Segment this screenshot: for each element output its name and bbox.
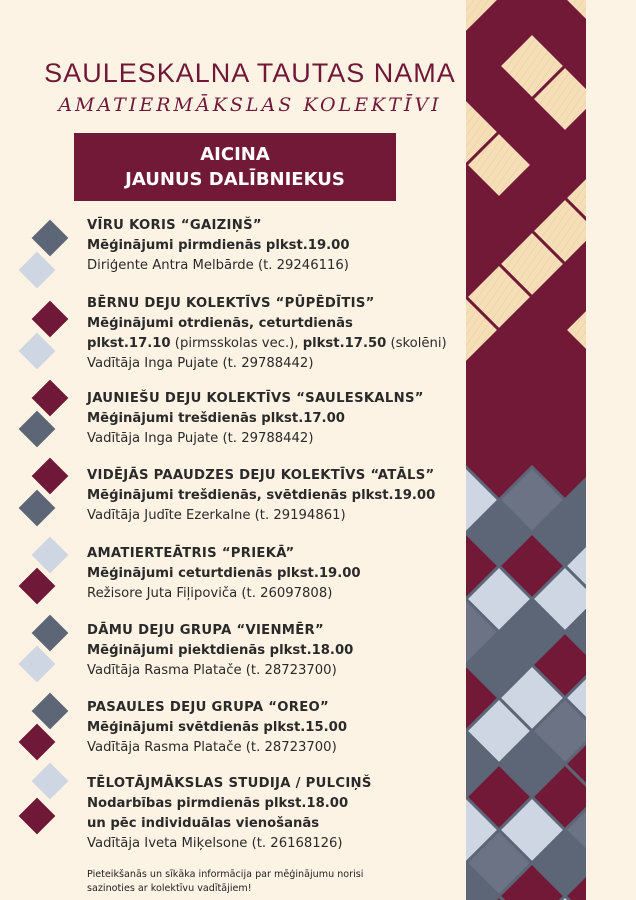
decorative-pattern bbox=[466, 0, 586, 900]
banner-line-2: JAUNUS DALĪBNIEKUS bbox=[125, 169, 345, 190]
group-schedule: Nodarbības pirmdienās plkst.18.00 bbox=[87, 796, 349, 811]
group-schedule: Mēģinājumi otrdienās, ceturtdienās bbox=[87, 316, 353, 331]
group-name: AMATIERTEĀTRIS “PRIEKĀ” bbox=[87, 546, 295, 561]
group-contact: Vadītāja Iveta Miķelsone (t. 26168126) bbox=[87, 836, 343, 851]
footer-note bbox=[87, 868, 363, 896]
list-item bbox=[87, 698, 467, 758]
group-schedule-times bbox=[87, 334, 467, 354]
group-contact: Diriģente Antra Melbārde (t. 29246116) bbox=[87, 258, 349, 273]
group-contact: Vadītāja Judīte Ezerkalne (t. 29194861) bbox=[87, 508, 346, 523]
group-schedule: Mēģinājumi pirmdienās plkst.19.00 bbox=[87, 238, 350, 253]
group-contact: Vadītāja Inga Pujate (t. 29788442) bbox=[87, 356, 314, 371]
page-subtitle: AMATIERMĀKSLAS KOLEKTĪVI bbox=[58, 94, 442, 116]
page-title: SAULESKALNA TAUTAS NAMA bbox=[44, 58, 456, 88]
group-schedule: Mēģinājumi svētdienās plkst.15.00 bbox=[87, 720, 348, 735]
diamond-icon bbox=[32, 763, 69, 800]
banner-line-1: AICINA bbox=[200, 144, 270, 165]
group-name: VĪRU KORIS “GAIZIŅŠ” bbox=[87, 218, 262, 233]
diamond-icon bbox=[19, 490, 56, 527]
list-item bbox=[87, 544, 467, 604]
group-name: TĒLOTĀJMĀKSLAS STUDIJA / PULCIŅŠ bbox=[87, 776, 372, 791]
time-preschool-note: (pirmsskolas vec.), bbox=[170, 336, 303, 351]
group-schedule: Mēģinājumi piektdienās plkst.18.00 bbox=[87, 643, 354, 658]
group-name: PASAULES DEJU GRUPA “OREO” bbox=[87, 700, 329, 715]
group-contact: Vadītāja Inga Pujate (t. 29788442) bbox=[87, 431, 314, 446]
diamond-icon bbox=[19, 333, 56, 370]
list-item bbox=[87, 294, 467, 374]
time-pupils-note: (skolēni) bbox=[386, 336, 447, 351]
list-item bbox=[87, 466, 467, 526]
group-name: DĀMU DEJU GRUPA “VIENMĒR” bbox=[87, 623, 324, 638]
list-item bbox=[87, 621, 467, 681]
group-schedule: Mēģinājumi trešdienās plkst.17.00 bbox=[87, 411, 345, 426]
diamond-icon bbox=[19, 252, 56, 289]
group-contact: Vadītāja Rasma Platače (t. 28723700) bbox=[87, 663, 337, 678]
footer-line-2: sazinoties ar kolektīvu vadītājiem! bbox=[87, 883, 252, 894]
time-preschool: plkst.17.10 bbox=[87, 336, 171, 351]
list-item bbox=[87, 774, 467, 854]
footer-line-1: Pieteikšanās un sīkāka informācija par mēģinājumu norisi bbox=[87, 869, 364, 880]
group-name: BĒRNU DEJU KOLEKTĪVS “PŪPĒDĪTIS” bbox=[87, 296, 375, 311]
group-contact: Vadītāja Rasma Platače (t. 28723700) bbox=[87, 740, 337, 755]
list-item bbox=[87, 389, 467, 449]
invite-banner bbox=[74, 133, 396, 201]
time-pupils: plkst.17.50 bbox=[302, 336, 387, 351]
group-schedule: Mēģinājumi ceturtdienās plkst.19.00 bbox=[87, 566, 361, 581]
group-schedule-extra: un pēc individuālas vienošanās bbox=[87, 816, 320, 831]
list-item bbox=[87, 216, 467, 276]
group-name: JAUNIEŠU DEJU KOLEKTĪVS “SAULESKALNS” bbox=[87, 391, 424, 406]
group-contact: Režisore Juta Fiļipoviča (t. 26097808) bbox=[87, 586, 333, 601]
diamond-icon bbox=[19, 798, 56, 835]
group-name: VIDĒJĀS PAAUDZES DEJU KOLEKTĪVS “ATĀLS” bbox=[87, 468, 435, 483]
group-schedule: Mēģinājumi trešdienās, svētdienās plkst.19.00 bbox=[87, 488, 436, 503]
